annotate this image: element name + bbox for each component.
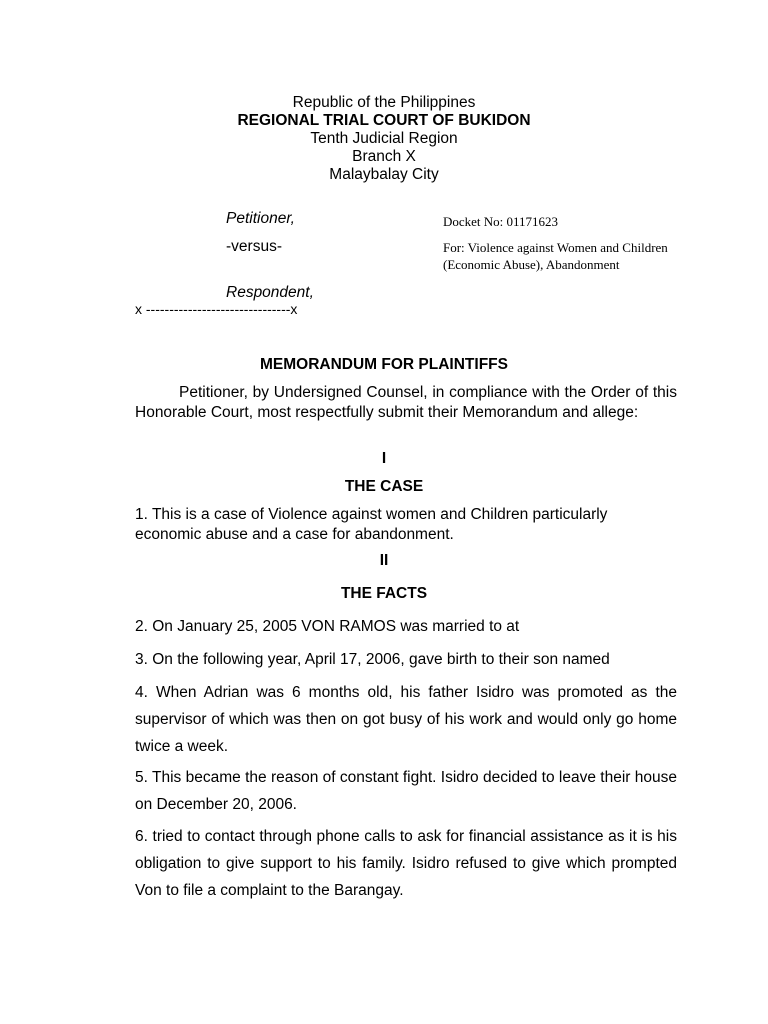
city-line: Malaybalay City	[329, 166, 439, 183]
section-heading-case: THE CASE	[344, 478, 424, 495]
court-name: REGIONAL TRIAL COURT OF BUKIDON	[237, 112, 531, 129]
fact-paragraph: 2. On January 25, 2005 VON RAMOS was married to at	[135, 618, 520, 635]
fact-paragraph: 6. tried to contact through phone calls to ask for financial assistance as it is his obligation to give support to his family. Isidro refused to give which prompted Von to file a complaint to the Barangay.	[135, 828, 677, 899]
branch-line: Branch X	[352, 148, 416, 165]
case-paragraph: 1. This is a case of Violence against women and Children particularly economic abuse and a case for abandonment.	[135, 506, 608, 543]
judicial-region: Tenth Judicial Region	[310, 130, 458, 147]
intro-paragraph: Petitioner, by Undersigned Counsel, in compliance with the Order of this Honorable Court, most respectfully submit their Memorandum and allege:	[135, 384, 677, 421]
case-nature: For: Violence against Women and Children (Economic Abuse), Abandonment	[443, 240, 668, 272]
respondent-label: Respondent,	[226, 284, 314, 301]
caption-separator: x -------------------------------x	[135, 301, 298, 317]
docket-number: Docket No: 01171623	[443, 214, 559, 229]
document-title: MEMORANDUM FOR PLAINTIFFS	[260, 356, 508, 373]
court-header	[0, 94, 768, 184]
fact-paragraph: 4. When Adrian was 6 months old, his father Isidro was promoted as the supervisor of which was then on got busy of his work and would only go home twice a week.	[135, 684, 677, 755]
petitioner-label: Petitioner,	[226, 210, 295, 227]
republic-line: Republic of the Philippines	[292, 94, 476, 111]
section-numeral-2: II	[379, 552, 389, 569]
fact-paragraph: 3. On the following year, April 17, 2006, gave birth to their son named	[135, 651, 610, 668]
section-heading-facts: THE FACTS	[340, 585, 428, 602]
versus-label: -versus-	[226, 238, 282, 255]
fact-paragraph: 5. This became the reason of constant fight. Isidro decided to leave their house on December 20, 2006.	[135, 769, 677, 813]
section-numeral-1: I	[381, 450, 387, 467]
